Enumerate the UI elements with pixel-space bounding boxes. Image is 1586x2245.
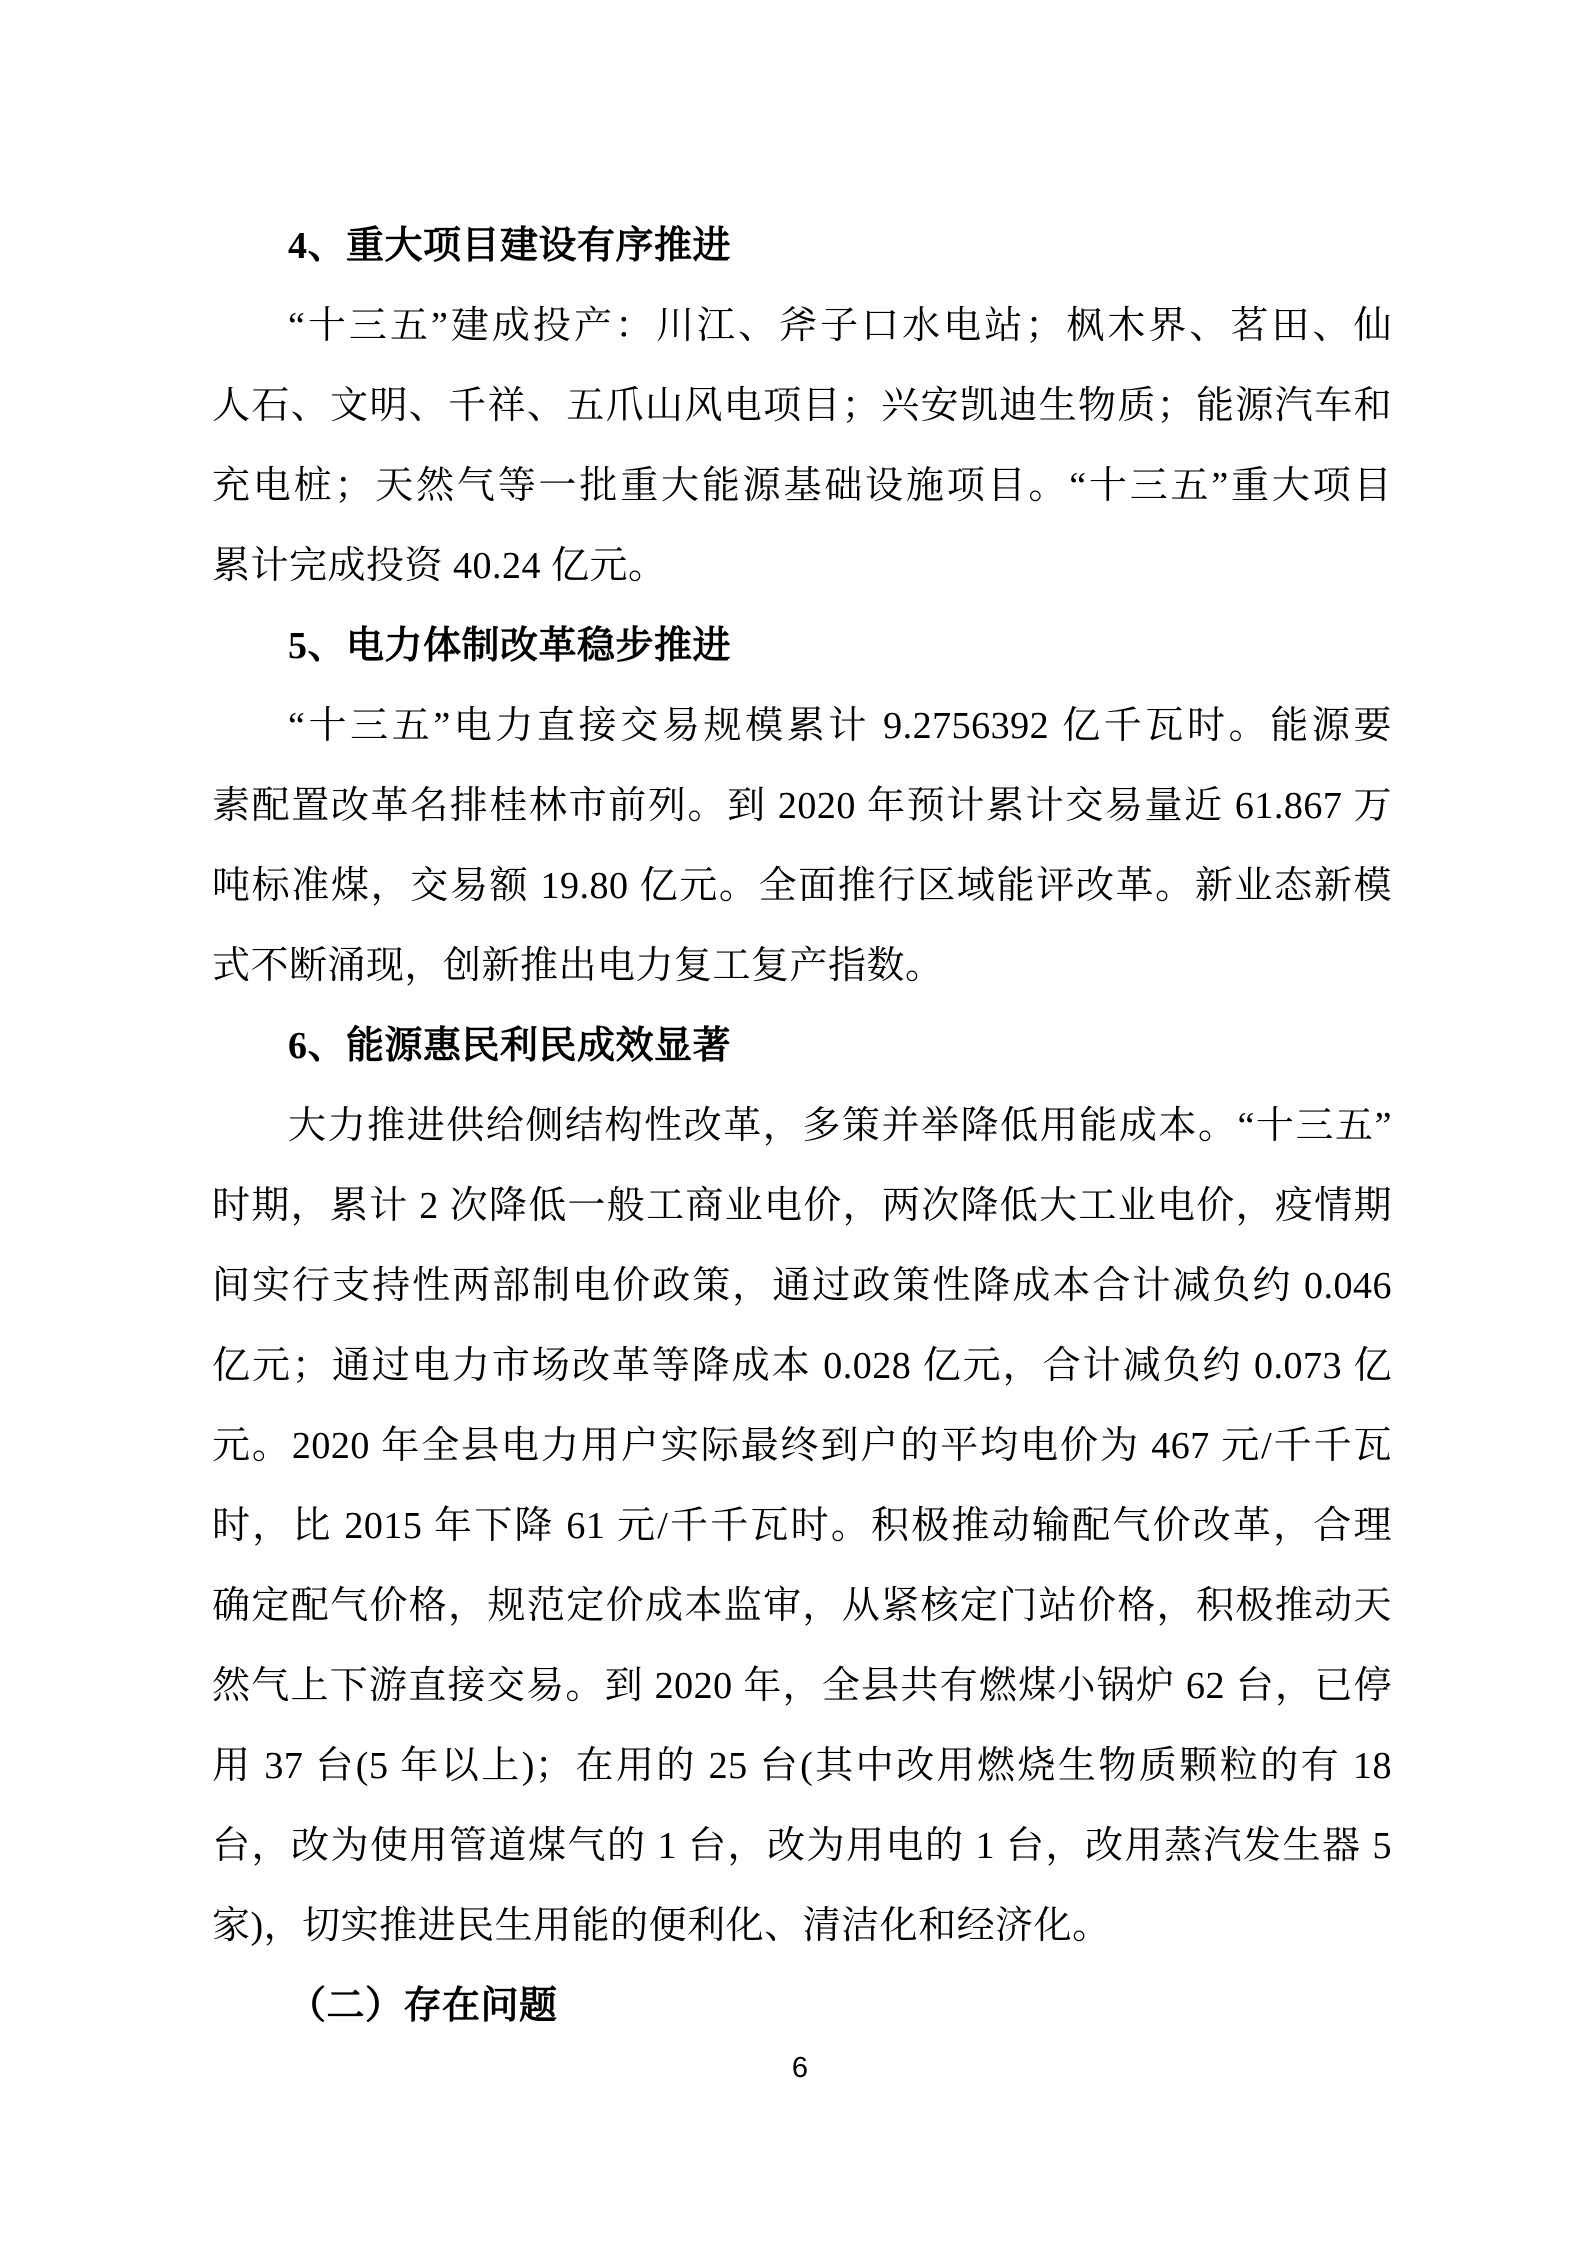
section-heading-5: 5、电力体制改革稳步推进 [288, 625, 732, 667]
paragraph-line: 式不断涌现，创新推出电力复工复产指数。 [212, 945, 944, 987]
paragraph-line: 确定配气价格，规范定价成本监审，从紧核定门站价格，积极推动天 [212, 1585, 1392, 1627]
paragraph-line: 亿元；通过电力市场改革等降成本 0.028 亿元，合计减负约 0.073 亿 [212, 1345, 1392, 1387]
paragraph-line: 用 37 台(5 年以上)；在用的 25 台(其中改用燃烧生物质颗粒的有 18 [212, 1745, 1392, 1787]
paragraph-line: “十三五”电力直接交易规模累计 9.2756392 亿千瓦时。能源要 [288, 705, 1392, 747]
paragraph-line: 时期，累计 2 次降低一般工商业电价，两次降低大工业电价，疫情期 [212, 1185, 1392, 1227]
paragraph-line: 家)，切实推进民生用能的便利化、清洁化和经济化。 [212, 1905, 1111, 1947]
paragraph-line: 间实行支持性两部制电价政策，通过政策性降成本合计减负约 0.046 [212, 1265, 1392, 1307]
paragraph-line: 累计完成投资 40.24 亿元。 [212, 545, 667, 587]
paragraph-line: 素配置改革名排桂林市前列。到 2020 年预计累计交易量近 61.867 万 [212, 785, 1392, 827]
document-body [212, 206, 1392, 2046]
section-heading-4: 4、重大项目建设有序推进 [288, 225, 732, 267]
paragraph-line: 元。2020 年全县电力用户实际最终到户的平均电价为 467 元/千千瓦 [212, 1425, 1392, 1467]
paragraph-line: 然气上下游直接交易。到 2020 年，全县共有燃煤小锅炉 62 台，已停 [212, 1665, 1392, 1707]
paragraph-line: 充电桩；天然气等一批重大能源基础设施项目。“十三五”重大项目 [212, 465, 1392, 507]
paragraph-line: 吨标准煤，交易额 19.80 亿元。全面推行区域能评改革。新业态新模 [212, 865, 1392, 907]
paragraph-line: 时，比 2015 年下降 61 元/千千瓦时。积极推动输配气价改革，合理 [212, 1505, 1392, 1547]
paragraph-line: 大力推进供给侧结构性改革，多策并举降低用能成本。“十三五” [288, 1105, 1392, 1147]
paragraph-line: 人石、文明、千祥、五爪山风电项目；兴安凯迪生物质；能源汽车和 [212, 385, 1392, 427]
paragraph-line: “十三五”建成投产：川江、斧子口水电站；枫木界、茗田、仙 [288, 305, 1392, 347]
section-heading-6: 6、能源惠民利民成效显著 [288, 1025, 732, 1067]
paragraph-line: 台，改为使用管道煤气的 1 台，改为用电的 1 台，改用蒸汽发生器 5 [212, 1825, 1392, 1867]
subsection-heading-2: （二）存在问题 [288, 1985, 558, 2027]
page-number: 6 [791, 2052, 809, 2084]
